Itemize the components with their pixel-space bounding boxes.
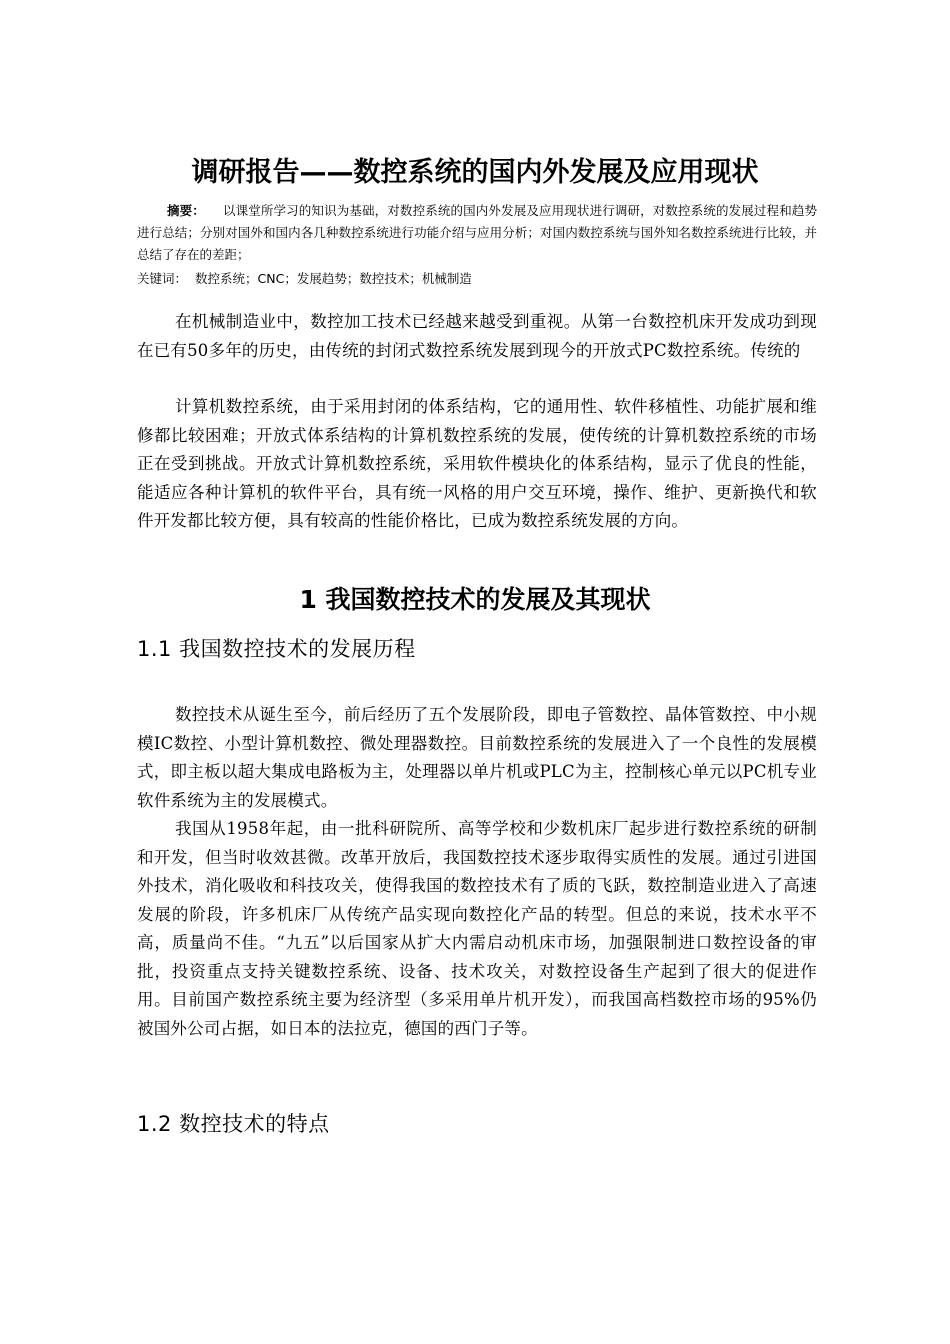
intro-paragraph: 在机械制造业中，数控加工技术已经越来越受到重视。从第一台数控机床开发成功到现在已有50多年的历史，由传统的封闭式数控系统发展到现今的开放式PC数控系统。传统的	[137, 312, 817, 360]
abstract-text: 以课堂所学习的知识为基础，对数控系统的国内外发展及应用现状进行调研，对数控系统的发展过程和趋势进行总结；分别对国外和国内各几种数控系统进行功能介绍与应用分析；对国内数控系统与国外知名数控系统进行比较，并总结了存在的差距；	[137, 203, 817, 262]
intro-paragraph: 计算机数控系统，由于采用封闭的体系结构，它的通用性、软件移植性、功能扩展和维修都比较困难；开放式体系结构的计算机数控系统的发展，使传统的计算机数控系统的市场正在受到挑战。开放式计算机数控系统，采用软件模块化的体系结构，显示了优良的性能，能适应各种计算机的软件平台，具有统一风格的用户交互环境，操作、维护、更新换代和软件开发都比较方便，具有较高的性能价格比，已成为数控系统发展的方向。	[137, 397, 817, 530]
body-paragraph: 数控技术从诞生至今，前后经历了五个发展阶段，即电子管数控、晶体管数控、中小规模IC数控、小型计算机数控、微处理器数控。目前数控系统的发展进入了一个良性的发展模式，即主板以超大集成电路板为主，处理器以单片机或PLC为主，控制核心单元以PC机专业软件系统为主的发展模式。	[137, 705, 817, 810]
subsection-heading: 1.2 数控技术的特点	[137, 1112, 330, 1136]
document-title: 调研报告——数控系统的国内外发展及应用现状	[191, 157, 759, 188]
abstract	[137, 200, 817, 266]
keywords	[137, 268, 817, 290]
subsection-heading: 1.1 我国数控技术的发展历程	[137, 637, 416, 661]
body-paragraph: 我国从1958年起，由一批科研院所、高等学校和少数机床厂起步进行数控系统的研制和开发，但当时收效甚微。改革开放后，我国数控技术逐步取得实质性的发展。通过引进国外技术，消化吸收和科技攻关，使得我国的数控技术有了质的飞跃，数控制造业进入了高速发展的阶段，许多机床厂从传统产品实现向数控化产品的转型。但总的来说，技术水平不高，质量尚不佳。“九五”以后国家从扩大内需启动机床市场，加强限制进口数控设备的审批，投资重点支持关键数控系统、设备、技术攻关，对数控设备生产起到了很大的促进作用。目前国产数控系统主要为经济型（多采用单片机开发），而我国高档数控市场的95%仍被国外公司占据，如日本的法拉克，德国的西门子等。	[137, 819, 817, 1038]
section-heading: 1 我国数控技术的发展及其现状	[299, 585, 651, 614]
abstract-label: 摘要：	[167, 203, 205, 218]
keywords-text: 数控系统；CNC；发展趋势；数控技术；机械制造	[195, 271, 472, 286]
keywords-label: 关键词：	[137, 271, 188, 286]
